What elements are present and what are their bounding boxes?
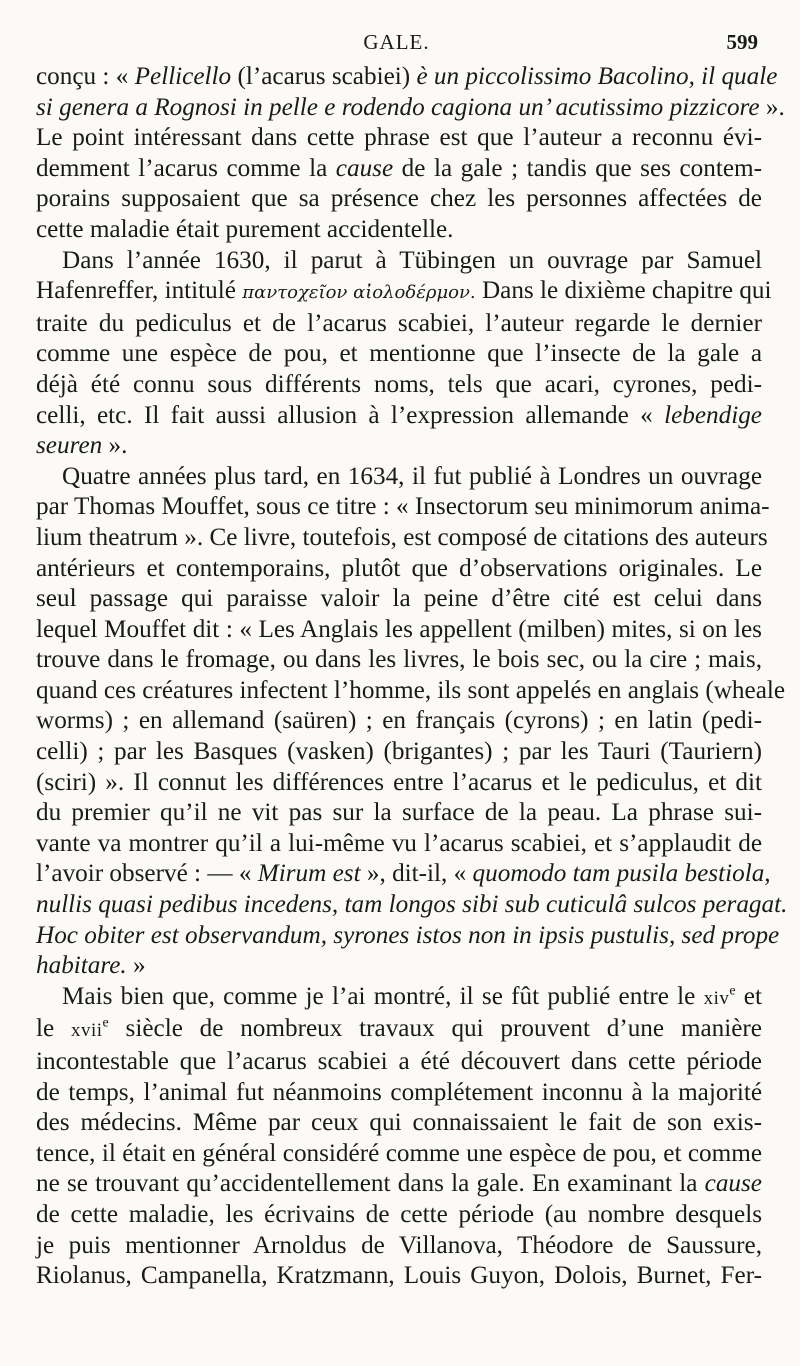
italic-text: nullis quasi pedibus incedens, tam longos sibi sub cuticulâ sulcos peragat. <box>36 891 788 919</box>
text-line <box>36 62 778 93</box>
text-line <box>36 1047 762 1078</box>
text-segment: (l’acarus scabiei) <box>231 63 417 90</box>
text-segment: quand ces créatures infectent l’homme, ils sont appelés en anglais (wheale <box>36 676 786 704</box>
text-segment: Riolanus, Campanella, Kratzmann, Louis Guyon, Dolois, Burnet, Fer- <box>36 1262 762 1290</box>
text-line <box>36 184 762 215</box>
text-segment: antérieurs et contemporains, plutôt que d’observations originales. Le <box>36 554 762 582</box>
text-line <box>36 154 762 185</box>
text-segment: vante va montrer qu’il a lui-même vu l’acarus scabiei, et s’applaudit de <box>36 829 762 857</box>
text-line <box>36 93 785 124</box>
text-line <box>36 982 762 1015</box>
text-segment: le <box>36 1015 71 1043</box>
text-segment: l’avoir observé : — « <box>36 860 258 888</box>
italic-text: seuren <box>36 432 103 460</box>
text-segment: de cette maladie, les écrivains de cette période (au nombre desquels <box>36 1200 762 1228</box>
italic-text: cause <box>704 1170 762 1198</box>
italic-text: è un piccolissimo Bacolino, il quale <box>416 63 778 90</box>
text-segment: ». <box>759 93 785 121</box>
text-segment: lequel Mouffet dit : « Les Anglais les appellent (milben) mites, si on les <box>36 615 762 643</box>
text-line <box>36 1108 762 1139</box>
text-segment: celli, etc. Il fait aussi allusion à l’expression allemande « <box>36 401 665 429</box>
text-line <box>36 370 762 401</box>
italic-text: si genera a Rognosi in pelle e rodendo cagiona un’ acutissimo pizzicore <box>36 93 760 121</box>
body-text <box>36 62 788 1292</box>
italic-text: Pellicello <box>134 63 232 90</box>
text-segment: » <box>126 952 146 980</box>
text-segment: tence, il était en général considéré comme une espèce de pou, et comme <box>36 1139 762 1167</box>
text-segment: xiv <box>703 987 730 1009</box>
text-segment: incontestable que l’acarus scabiei a été découvert dans cette période <box>36 1048 762 1075</box>
page-number: 599 <box>726 30 758 54</box>
text-line <box>36 1078 762 1109</box>
text-line <box>36 246 762 277</box>
running-header <box>35 30 758 60</box>
text-segment: de temps, l’animal fut néanmoins complétement inconnu à la majorité <box>36 1078 762 1106</box>
text-line <box>36 1169 762 1200</box>
text-segment: worms) ; en allemand (saüren) ; en français (cyrons) ; en latin (pedi- <box>36 707 762 735</box>
text-line <box>36 951 762 982</box>
text-line <box>36 462 762 493</box>
text-segment: », dit-il, « <box>360 860 473 888</box>
text-segment: e <box>729 983 736 999</box>
text-segment: conçu : « <box>36 63 135 90</box>
running-title: GALE. <box>363 30 430 54</box>
text-line <box>36 309 762 340</box>
text-line <box>36 859 771 890</box>
text-segment: ne se trouvant qu’accidentellement dans la gale. En examinant la <box>36 1170 705 1198</box>
text-segment: par Thomas Mouffet, sous ce titre : « Insectorum seu minimorum anima- <box>36 493 770 521</box>
text-line <box>36 215 762 246</box>
text-segment: Dans l’année 1630, il parut à Tübingen un ouvrage par Samuel <box>62 246 762 274</box>
text-line <box>36 1014 762 1047</box>
text-segment: Hafenreffer, intitulé <box>36 277 243 305</box>
text-segment: παντοχεῖον αἰολοδέρμον. <box>242 282 476 304</box>
text-line <box>36 554 762 585</box>
text-segment: des médecins. Même par ceux qui connaissaient le fait de son exis- <box>36 1109 762 1137</box>
text-segment: cette maladie était purement accidentelle. <box>36 215 454 243</box>
italic-text: habitare. <box>36 952 127 980</box>
text-segment: je puis mentionner Arnoldus de Villanova, Théodore de Saussure, <box>36 1231 762 1259</box>
italic-text: Mirum est <box>257 860 361 888</box>
text-line <box>36 339 762 370</box>
text-line <box>36 1139 762 1170</box>
text-line <box>36 123 762 154</box>
text-segment: e <box>102 1016 109 1032</box>
text-segment: de la gale ; tandis que ses contem- <box>393 154 762 182</box>
text-segment: comme une espèce de pou, et mentionne que l’insecte de la gale a <box>36 340 762 368</box>
text-line <box>36 829 762 860</box>
text-line <box>36 706 762 737</box>
text-line <box>36 615 762 646</box>
text-line <box>36 737 762 768</box>
text-line <box>36 676 786 707</box>
text-line <box>36 1261 762 1292</box>
text-segment: Mais bien que, comme je l’ai montré, il se fût publié entre le <box>62 982 704 1010</box>
text-segment: xvii <box>70 1020 103 1042</box>
text-segment: lium theatrum ». Ce livre, toutefois, est composé de citations des auteurs <box>36 523 768 551</box>
text-line <box>36 584 762 615</box>
text-segment: Quatre années plus tard, en 1634, il fut publié à Londres un ouvrage <box>62 462 762 490</box>
text-segment: et <box>735 982 762 1010</box>
text-line <box>36 645 762 676</box>
text-line <box>36 401 762 432</box>
text-line <box>36 798 762 829</box>
text-line <box>36 1200 762 1231</box>
text-segment: traite du pediculus et de l’acarus scabiei, l’auteur regarde le dernier <box>36 309 762 337</box>
italic-text: lebendige <box>664 401 762 429</box>
text-segment: Dans le dixième chapitre qui <box>475 277 772 305</box>
text-line <box>36 492 770 523</box>
italic-text: cause <box>335 154 394 182</box>
text-segment: seul passage qui paraisse valoir la peine d’être cité est celui dans <box>36 585 762 613</box>
text-line <box>36 768 762 799</box>
text-segment: (sciri) ». Il connut les différences entre l’acarus et le pediculus, et dit <box>36 768 762 796</box>
italic-text: Hoc obiter est observandum, syrones istos non in ipsis pustulis, sed prope <box>36 921 780 949</box>
text-line <box>36 431 762 462</box>
text-segment: déjà été connu sous différents noms, tels que acari, cyrones, pedi- <box>36 370 762 398</box>
text-segment: ». <box>102 432 128 460</box>
text-segment: siècle de nombreux travaux qui prouvent d’une manière <box>108 1015 762 1043</box>
text-line <box>36 276 772 309</box>
text-segment: trouve dans le fromage, ou dans les livres, le bois sec, ou la cire ; mais, <box>36 646 762 674</box>
text-segment: celli) ; par les Basques (vasken) (brigantes) ; par les Tauri (Tauriern) <box>36 738 762 766</box>
italic-text: quomodo tam pusila bestiola, <box>472 860 771 888</box>
text-segment: Le point intéressant dans cette phrase est que l’auteur a reconnu évi- <box>36 124 762 152</box>
text-segment: demment l’acarus comme la <box>36 154 336 182</box>
text-segment: porains supposaient que sa présence chez les personnes affectées de <box>36 185 762 213</box>
text-line <box>36 523 768 554</box>
text-line <box>36 1231 762 1262</box>
text-segment: du premier qu’il ne vit pas sur la surface de la peau. La phrase sui- <box>36 799 762 827</box>
text-line <box>36 890 788 921</box>
text-line <box>36 921 780 952</box>
